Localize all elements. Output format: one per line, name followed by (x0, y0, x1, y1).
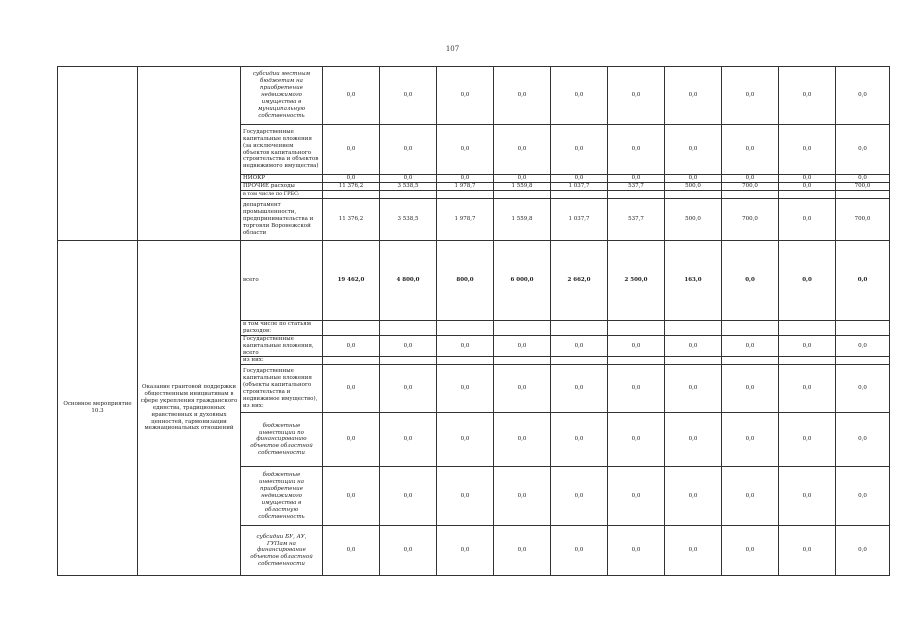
category-cell: субсидии БУ, АУ, ГУПам на финансирование объектов областной собственности (241, 526, 323, 576)
table-row (58, 241, 890, 321)
value-cell (323, 357, 380, 365)
value-cell: 0,0 (323, 467, 380, 526)
table-row (58, 67, 890, 125)
budget-table (57, 66, 890, 576)
value-cell: 0,0 (722, 467, 779, 526)
value-cell: 0,0 (494, 175, 551, 183)
value-cell: 537,7 (608, 183, 665, 191)
value-cell: 0,0 (551, 365, 608, 413)
value-cell: 0,0 (437, 67, 494, 125)
value-cell: 0,0 (665, 413, 722, 467)
value-cell (494, 357, 551, 365)
value-cell: 0,0 (836, 241, 890, 321)
value-cell: 0,0 (779, 526, 836, 576)
value-cell: 0,0 (722, 365, 779, 413)
value-cell: 0,0 (665, 335, 722, 357)
value-cell: 700,0 (722, 183, 779, 191)
value-cell: 0,0 (722, 413, 779, 467)
value-cell (323, 191, 380, 199)
value-cell (722, 357, 779, 365)
category-cell: Государственные капитальные вложения (объекты капитального строительства и недвижимое имущество), из них: (241, 365, 323, 413)
value-cell (494, 321, 551, 336)
value-cell: 0,0 (551, 67, 608, 125)
value-cell: 19 462,0 (323, 241, 380, 321)
value-cell: 0,0 (665, 467, 722, 526)
value-cell: 0,0 (779, 199, 836, 241)
page-number: 107 (445, 45, 460, 53)
value-cell (836, 357, 890, 365)
value-cell (779, 321, 836, 336)
value-cell: 0,0 (380, 526, 437, 576)
value-cell: 0,0 (608, 67, 665, 125)
value-cell: 0,0 (608, 175, 665, 183)
value-cell: 0,0 (665, 175, 722, 183)
value-cell: 6 000,0 (494, 241, 551, 321)
value-cell: 0,0 (836, 125, 890, 175)
value-cell: 1 978,7 (437, 199, 494, 241)
value-cell: 4 800,0 (380, 241, 437, 321)
value-cell: 0,0 (551, 125, 608, 175)
value-cell: 0,0 (494, 335, 551, 357)
value-cell: 0,0 (836, 67, 890, 125)
value-cell: 700,0 (836, 183, 890, 191)
value-cell: 0,0 (722, 241, 779, 321)
budget-table-body (58, 67, 890, 576)
value-cell: 0,0 (494, 467, 551, 526)
value-cell: 0,0 (437, 413, 494, 467)
event-cell (58, 67, 138, 241)
value-cell (836, 321, 890, 336)
value-cell: 11 376,2 (323, 199, 380, 241)
value-cell: 0,0 (380, 175, 437, 183)
category-cell: субсидии местным бюджетам на приобретение недвижимого имущества в муниципальную собственность (241, 67, 323, 125)
value-cell: 0,0 (380, 467, 437, 526)
value-cell (665, 191, 722, 199)
value-cell: 0,0 (380, 125, 437, 175)
value-cell: 0,0 (779, 183, 836, 191)
value-cell: 0,0 (323, 526, 380, 576)
category-cell: из них: (241, 357, 323, 365)
value-cell: 0,0 (836, 335, 890, 357)
value-cell: 0,0 (323, 335, 380, 357)
value-cell: 0,0 (323, 175, 380, 183)
value-cell: 0,0 (437, 125, 494, 175)
value-cell: 0,0 (779, 335, 836, 357)
value-cell: 0,0 (323, 413, 380, 467)
value-cell (437, 321, 494, 336)
value-cell (779, 357, 836, 365)
value-cell: 0,0 (494, 413, 551, 467)
value-cell: 700,0 (722, 199, 779, 241)
value-cell: 537,7 (608, 199, 665, 241)
value-cell: 0,0 (608, 335, 665, 357)
value-cell: 0,0 (722, 175, 779, 183)
value-cell (437, 191, 494, 199)
value-cell: 700,0 (836, 199, 890, 241)
value-cell (437, 357, 494, 365)
value-cell: 3 538,5 (380, 183, 437, 191)
value-cell: 0,0 (380, 413, 437, 467)
value-cell: 0,0 (551, 413, 608, 467)
value-cell: 0,0 (779, 67, 836, 125)
value-cell (323, 321, 380, 336)
event-cell: Основное мероприятие 10.3 (58, 241, 138, 576)
value-cell: 0,0 (380, 335, 437, 357)
value-cell (551, 321, 608, 336)
value-cell: 3 538,5 (380, 199, 437, 241)
category-cell: ПРОЧИЕ расходы (241, 183, 323, 191)
value-cell (836, 191, 890, 199)
value-cell: 1 559,8 (494, 183, 551, 191)
value-cell (608, 357, 665, 365)
value-cell: 0,0 (608, 125, 665, 175)
category-cell: департамент промышленности, предпринимательства и торговли Воронежской области (241, 199, 323, 241)
value-cell: 0,0 (437, 175, 494, 183)
value-cell (551, 357, 608, 365)
value-cell (665, 357, 722, 365)
value-cell: 1 559,8 (494, 199, 551, 241)
value-cell: 0,0 (494, 365, 551, 413)
value-cell: 0,0 (779, 467, 836, 526)
category-cell: Государственные капитальные вложения (за исключением объектов капитального строительства и объектов недвижимого имущества) (241, 125, 323, 175)
value-cell: 0,0 (494, 125, 551, 175)
value-cell: 163,0 (665, 241, 722, 321)
value-cell: 0,0 (551, 175, 608, 183)
value-cell: 0,0 (323, 365, 380, 413)
value-cell: 0,0 (437, 335, 494, 357)
value-cell: 1 037,7 (551, 199, 608, 241)
value-cell: 500,0 (665, 183, 722, 191)
value-cell: 0,0 (437, 526, 494, 576)
value-cell: 0,0 (779, 413, 836, 467)
value-cell: 0,0 (551, 467, 608, 526)
category-cell: бюджетные инвестиции на приобретение недвижимого имущества в областную собственность (241, 467, 323, 526)
value-cell: 2 500,0 (608, 241, 665, 321)
category-cell: Государственные капитальные вложения, всего (241, 335, 323, 357)
value-cell (551, 191, 608, 199)
value-cell: 0,0 (779, 365, 836, 413)
value-cell: 0,0 (836, 365, 890, 413)
value-cell: 0,0 (665, 125, 722, 175)
category-cell: в том числе по статьям расходов: (241, 321, 323, 336)
value-cell: 0,0 (380, 365, 437, 413)
value-cell (722, 321, 779, 336)
value-cell: 0,0 (437, 467, 494, 526)
value-cell: 0,0 (665, 526, 722, 576)
value-cell: 0,0 (836, 526, 890, 576)
value-cell: 0,0 (608, 413, 665, 467)
value-cell: 0,0 (494, 67, 551, 125)
value-cell: 0,0 (836, 467, 890, 526)
value-cell: 0,0 (551, 335, 608, 357)
value-cell (608, 191, 665, 199)
value-cell: 2 662,0 (551, 241, 608, 321)
category-cell: бюджетные инвестиции по финансированию объектов областной собственности (241, 413, 323, 467)
value-cell (608, 321, 665, 336)
value-cell: 0,0 (722, 125, 779, 175)
category-cell: всего (241, 241, 323, 321)
value-cell: 0,0 (665, 67, 722, 125)
value-cell: 0,0 (836, 175, 890, 183)
value-cell: 0,0 (779, 125, 836, 175)
value-cell: 0,0 (722, 335, 779, 357)
value-cell (779, 191, 836, 199)
category-cell: НИОКР (241, 175, 323, 183)
value-cell: 0,0 (722, 67, 779, 125)
value-cell (494, 191, 551, 199)
value-cell: 0,0 (380, 67, 437, 125)
value-cell: 0,0 (323, 67, 380, 125)
description-cell: Оказание грантовой поддержки общественным инициативам в сфере укрепления гражданского единства, традиционных нравственных и духовных ценностей, гармонизации межнациональных отношений (138, 241, 241, 576)
category-cell: в том числе по ГРБС: (241, 191, 323, 199)
value-cell: 800,0 (437, 241, 494, 321)
value-cell: 1 978,7 (437, 183, 494, 191)
value-cell: 11 376,2 (323, 183, 380, 191)
value-cell (380, 321, 437, 336)
value-cell (722, 191, 779, 199)
value-cell: 1 037,7 (551, 183, 608, 191)
value-cell: 0,0 (608, 526, 665, 576)
value-cell: 0,0 (494, 526, 551, 576)
value-cell: 0,0 (437, 365, 494, 413)
value-cell (380, 191, 437, 199)
value-cell: 0,0 (665, 365, 722, 413)
value-cell: 0,0 (608, 467, 665, 526)
value-cell: 0,0 (779, 241, 836, 321)
value-cell: 0,0 (836, 413, 890, 467)
description-cell (138, 67, 241, 241)
value-cell (665, 321, 722, 336)
value-cell: 0,0 (323, 125, 380, 175)
value-cell: 0,0 (608, 365, 665, 413)
value-cell: 0,0 (551, 526, 608, 576)
value-cell: 0,0 (779, 175, 836, 183)
value-cell (380, 357, 437, 365)
value-cell: 0,0 (722, 526, 779, 576)
value-cell: 500,0 (665, 199, 722, 241)
